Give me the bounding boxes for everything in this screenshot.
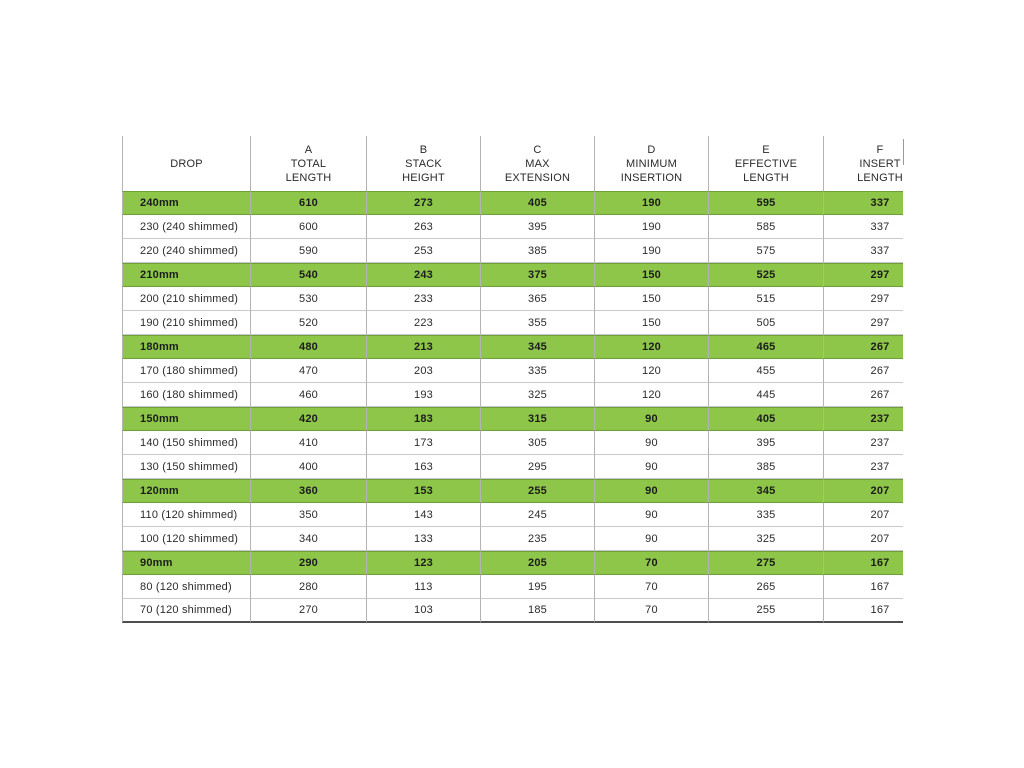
value-cell-f: 207 [823,527,903,551]
value-cell-b: 153 [366,479,480,503]
value-cell-f: 167 [823,575,903,599]
value-cell-a: 290 [250,551,366,575]
drop-cell: 80 (120 shimmed) [122,575,250,599]
table-row [122,599,903,623]
value-cell-a: 470 [250,359,366,383]
header-line: MINIMUM [626,157,677,170]
value-cell-f: 267 [823,335,903,359]
drop-cell: 220 (240 shimmed) [122,239,250,263]
value-cell-c: 305 [480,431,594,455]
value-cell-e: 275 [708,551,823,575]
table-row [122,383,903,407]
value-cell-c: 205 [480,551,594,575]
value-cell-d: 90 [594,527,708,551]
table-row [122,239,903,263]
value-cell-c: 385 [480,239,594,263]
value-cell-e: 515 [708,287,823,311]
table-row [122,191,903,215]
drop-cell: 120mm [122,479,250,503]
value-cell-f: 167 [823,599,903,623]
value-cell-f: 207 [823,503,903,527]
header-line: E [762,143,770,156]
value-cell-d: 190 [594,191,708,215]
drop-cell: 180mm [122,335,250,359]
value-cell-e: 595 [708,191,823,215]
value-cell-b: 203 [366,359,480,383]
drop-cell: 90mm [122,551,250,575]
value-cell-e: 385 [708,455,823,479]
value-cell-d: 120 [594,359,708,383]
table-row [122,575,903,599]
value-cell-a: 460 [250,383,366,407]
header-line: B [419,143,428,156]
value-cell-c: 195 [480,575,594,599]
header-line: TOTAL [290,157,327,170]
value-cell-b: 173 [366,431,480,455]
drop-cell: 170 (180 shimmed) [122,359,250,383]
value-cell-b: 243 [366,263,480,287]
value-cell-d: 190 [594,215,708,239]
table-body [122,191,903,623]
header-line: D [647,143,656,156]
value-cell-c: 375 [480,263,594,287]
drop-cell: 210mm [122,263,250,287]
table-right-border-fragment [903,139,904,165]
value-cell-f: 267 [823,359,903,383]
header-line: A [304,143,313,156]
value-cell-f: 267 [823,383,903,407]
header-line: EFFECTIVE [734,157,798,170]
value-cell-c: 185 [480,599,594,623]
value-cell-f: 237 [823,407,903,431]
value-cell-d: 120 [594,383,708,407]
value-cell-b: 103 [366,599,480,623]
value-cell-d: 190 [594,239,708,263]
value-cell-a: 420 [250,407,366,431]
drop-cell: 100 (120 shimmed) [122,527,250,551]
value-cell-d: 90 [594,455,708,479]
value-cell-d: 90 [594,503,708,527]
drop-cell: 230 (240 shimmed) [122,215,250,239]
size-chart-table [122,136,903,623]
value-cell-a: 340 [250,527,366,551]
value-cell-e: 325 [708,527,823,551]
value-cell-c: 295 [480,455,594,479]
table-row [122,551,903,575]
value-cell-d: 70 [594,551,708,575]
value-cell-c: 345 [480,335,594,359]
table-row [122,287,903,311]
value-cell-d: 150 [594,263,708,287]
column-header-drop [122,136,250,191]
value-cell-c: 405 [480,191,594,215]
value-cell-b: 193 [366,383,480,407]
value-cell-e: 405 [708,407,823,431]
value-cell-d: 70 [594,599,708,623]
drop-cell: 160 (180 shimmed) [122,383,250,407]
value-cell-e: 585 [708,215,823,239]
value-cell-f: 297 [823,263,903,287]
value-cell-f: 337 [823,239,903,263]
size-chart-table-container [122,136,903,630]
header-line: STACK [405,157,442,170]
value-cell-c: 355 [480,311,594,335]
value-cell-a: 350 [250,503,366,527]
table-row [122,527,903,551]
header-line: LENGTH [857,171,903,184]
value-cell-c: 325 [480,383,594,407]
value-cell-e: 265 [708,575,823,599]
column-header-c [480,136,594,191]
value-cell-a: 590 [250,239,366,263]
value-cell-c: 335 [480,359,594,383]
value-cell-f: 207 [823,479,903,503]
value-cell-b: 213 [366,335,480,359]
value-cell-a: 540 [250,263,366,287]
value-cell-e: 345 [708,479,823,503]
header-line: HEIGHT [402,171,445,184]
table-row [122,359,903,383]
value-cell-d: 150 [594,287,708,311]
header-line: INSERT [859,157,901,170]
header-line: C [533,143,542,156]
value-cell-a: 480 [250,335,366,359]
drop-cell: 150mm [122,407,250,431]
drop-cell: 70 (120 shimmed) [122,599,250,623]
drop-cell: 140 (150 shimmed) [122,431,250,455]
column-header-f [823,136,903,191]
table-row [122,431,903,455]
value-cell-e: 395 [708,431,823,455]
value-cell-a: 360 [250,479,366,503]
value-cell-a: 410 [250,431,366,455]
table-row [122,335,903,359]
value-cell-c: 235 [480,527,594,551]
value-cell-f: 337 [823,215,903,239]
value-cell-e: 525 [708,263,823,287]
table-row [122,263,903,287]
value-cell-b: 123 [366,551,480,575]
value-cell-c: 255 [480,479,594,503]
value-cell-a: 530 [250,287,366,311]
column-header-d [594,136,708,191]
value-cell-b: 263 [366,215,480,239]
table-header [122,136,903,191]
value-cell-c: 395 [480,215,594,239]
value-cell-e: 575 [708,239,823,263]
value-cell-e: 505 [708,311,823,335]
value-cell-a: 270 [250,599,366,623]
column-header-a [250,136,366,191]
table-row [122,455,903,479]
drop-cell: 200 (210 shimmed) [122,287,250,311]
header-line: INSERTION [620,171,683,184]
value-cell-e: 255 [708,599,823,623]
drop-cell: 130 (150 shimmed) [122,455,250,479]
table-row [122,215,903,239]
value-cell-b: 233 [366,287,480,311]
value-cell-c: 245 [480,503,594,527]
header-row [122,136,903,191]
value-cell-b: 113 [366,575,480,599]
value-cell-e: 455 [708,359,823,383]
value-cell-f: 297 [823,287,903,311]
column-header-e [708,136,823,191]
value-cell-c: 365 [480,287,594,311]
value-cell-e: 465 [708,335,823,359]
value-cell-a: 520 [250,311,366,335]
value-cell-d: 90 [594,479,708,503]
value-cell-f: 167 [823,551,903,575]
value-cell-a: 280 [250,575,366,599]
value-cell-e: 335 [708,503,823,527]
value-cell-a: 400 [250,455,366,479]
drop-cell: 190 (210 shimmed) [122,311,250,335]
value-cell-b: 143 [366,503,480,527]
table-row [122,503,903,527]
value-cell-d: 150 [594,311,708,335]
value-cell-b: 163 [366,455,480,479]
value-cell-b: 183 [366,407,480,431]
value-cell-d: 120 [594,335,708,359]
value-cell-b: 133 [366,527,480,551]
value-cell-d: 90 [594,407,708,431]
header-line: F [876,143,884,156]
value-cell-f: 337 [823,191,903,215]
drop-cell: 240mm [122,191,250,215]
value-cell-b: 253 [366,239,480,263]
value-cell-d: 90 [594,431,708,455]
column-header-b [366,136,480,191]
drop-cell: 110 (120 shimmed) [122,503,250,527]
value-cell-c: 315 [480,407,594,431]
value-cell-b: 223 [366,311,480,335]
value-cell-d: 70 [594,575,708,599]
header-line: DROP [170,157,203,170]
value-cell-b: 273 [366,191,480,215]
table-row [122,479,903,503]
header-line: EXTENSION [504,171,571,184]
value-cell-a: 610 [250,191,366,215]
header-line: MAX [525,157,550,170]
header-line: LENGTH [743,171,789,184]
header-line: LENGTH [285,171,332,184]
value-cell-a: 600 [250,215,366,239]
value-cell-f: 297 [823,311,903,335]
value-cell-f: 237 [823,455,903,479]
value-cell-e: 445 [708,383,823,407]
value-cell-f: 237 [823,431,903,455]
table-row [122,407,903,431]
table-row [122,311,903,335]
